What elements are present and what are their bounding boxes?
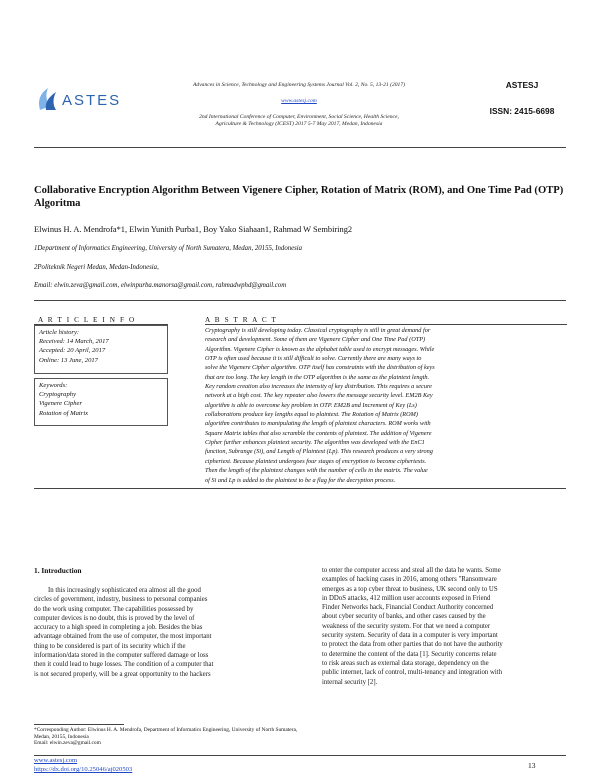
abstract-line: network at a high cost. The key repeater also lowers the message security level. EM2B Key bbox=[205, 392, 433, 400]
conference-line-1: 2nd International Conference of Computer, Environment, Social Science, Health Science, bbox=[199, 114, 399, 120]
footer-site-link[interactable]: www.astesj.com bbox=[34, 757, 78, 764]
corresponding-author: *Corresponding Author: Elwinus H. A. Mendrofa, Department of Informatics Engineering, University of North Sumatera, Medan, 20155, Indonesia bbox=[34, 727, 298, 740]
affiliation-2: 2Politeknik Negeri Medan, Medan-Indonesia, bbox=[34, 264, 159, 271]
article-history-box bbox=[34, 325, 168, 374]
doi-link[interactable]: https://dx.doi.org/10.25046/aj020503 bbox=[34, 766, 133, 773]
affiliation-1: 1Department of Informatics Engineering, University of North Sumatera, Medan, 20155, Indonesia bbox=[34, 245, 303, 252]
body-line: then it could lead to huge losses. The condition of a computer that bbox=[34, 661, 214, 669]
body-column-left bbox=[34, 586, 300, 679]
body-line: In this increasingly sophisticated era almost all the good bbox=[48, 587, 201, 594]
abstract-heading: A B S T R A C T bbox=[205, 316, 278, 324]
body-line: to protect the data from other parties that do not have the authority bbox=[322, 641, 503, 649]
abstract-line: Then the length of the plaintext changes with the number of cells in the matrix. The value bbox=[205, 467, 428, 475]
received-date: Received: 14 March, 2017 bbox=[39, 338, 109, 346]
author-emails: Email: elwin.zeva@gmail.com, elwinpurba.manorsa@gmail.com, rahmadwphd@gmail.com bbox=[34, 282, 287, 289]
keywords-box bbox=[34, 378, 168, 426]
body-line: public internet, lack of control, multi-tenancy and integration with bbox=[322, 669, 503, 677]
logo-text: ASTES bbox=[62, 92, 122, 109]
abstract-line: research and development. Some of them are Vigenere Cipher and One Time Pad (OTP) bbox=[205, 336, 426, 344]
header-divider bbox=[34, 147, 566, 148]
author-list: Elwinus H. A. Mendrofa*1, Elwin Yunith Purba1, Boy Yako Siahaan1, Rahmad W Sembiring2 bbox=[34, 225, 353, 234]
body-line: examples of hacking cases in 2016, among others "Ransomware bbox=[322, 576, 497, 584]
body-line: internal security [2]. bbox=[322, 678, 378, 686]
keyword-item: Cryptography bbox=[39, 391, 76, 399]
body-line: about cyber security of banks, and other cases caused by the bbox=[322, 613, 486, 621]
body-line: security system. Security of data in a computer is very important bbox=[322, 632, 498, 640]
abstract-heading-rule bbox=[205, 324, 567, 325]
abstract-line: solve the Vigenere Cipher algorithm. OTP itself has constraints with the distribution of keys bbox=[205, 364, 435, 372]
abstract-line: ciphertext. Because plaintext undergoes four stages of encryption to become ciphertexts. bbox=[205, 457, 427, 465]
abstract-line: algorithm contributes to manipulating the length of plaintext characters. ROM works with bbox=[205, 420, 431, 428]
abstract-line: Key random creation also increases the intensity of key distribution. This requires a secure bbox=[205, 383, 432, 391]
corresponding-author-note bbox=[34, 727, 300, 747]
abstract-line: collaborations produce key lengths equal to plaintext. The Rotation of Matrix (ROM) bbox=[205, 411, 418, 419]
abstract-line: Algorithm. Vigenere Cipher is known as the alphabet table used to encrypt messages. While bbox=[205, 345, 435, 353]
body-column-right bbox=[322, 566, 566, 687]
body-line: circles of government, industry, business to personal companies bbox=[34, 596, 208, 604]
abstract-line: Square Matrix tables that also scramble the contents of plaintext. The addition of Vigenere bbox=[205, 429, 432, 437]
body-line: emerges as a top cyber threat to business, UK second only to US bbox=[322, 585, 498, 593]
section-heading: 1. Introduction bbox=[34, 566, 82, 575]
body-line: weakness of the security system. For that we need a computer bbox=[322, 622, 491, 630]
abstract-line: of Si and Lp is added to the plaintext to be a flag for the decryption process. bbox=[205, 476, 396, 484]
abstract-line: algorithm is able to overcome key problem in OTP. EM2B and Increment of Key (Ls) bbox=[205, 401, 417, 409]
footnote-rule bbox=[34, 724, 124, 725]
page-number: 13 bbox=[528, 761, 536, 770]
body-line: do the work using computer. The capabilities possessed by bbox=[34, 605, 194, 613]
journal-url-link[interactable]: www.astesj.com bbox=[281, 98, 317, 104]
body-line: advantage obtained from the use of computer, the most important bbox=[34, 633, 212, 641]
journal-citation: Advances in Science, Technology and Engineering Systems Journal Vol. 2, No. 5, 13-21 (2017) bbox=[192, 82, 405, 88]
conference-info bbox=[138, 114, 460, 128]
abstract-body bbox=[205, 326, 567, 485]
accepted-date: Accepted: 20 April, 2017 bbox=[39, 347, 106, 355]
abstract-line: Cipher further enhances plaintext security. The algorithm was developed with the EnC1 bbox=[205, 439, 425, 447]
title-divider bbox=[34, 300, 566, 301]
online-date: Online: 13 June, 2017 bbox=[39, 356, 98, 364]
body-line: to enter the computer access and steal all the data he wants. Some bbox=[322, 567, 501, 574]
footer-divider bbox=[34, 755, 566, 756]
abstract-line: that are too long. The key length in the OTP algorithm is the same as the plaintext length. bbox=[205, 373, 430, 381]
body-line: accuracy to a high speed in completing a job. Besides the bias bbox=[34, 624, 203, 632]
corresponding-email: Email: elwin.zeva@gmail.com bbox=[34, 740, 101, 747]
body-line: Finder Networks hack, Financial Conduct Authority concerned bbox=[322, 604, 494, 612]
keyword-item: Vigenere Cipher bbox=[39, 400, 83, 408]
keywords-label: Keywords: bbox=[39, 382, 68, 389]
badge-issn: ISSN: 2415-6698 bbox=[489, 106, 555, 116]
keyword-item: Rotation of Matrix bbox=[39, 409, 89, 417]
body-line: information/data stored in the computer suffered damage or loss bbox=[34, 652, 209, 660]
abstract-divider bbox=[34, 488, 566, 489]
paper-title: Collaborative Encryption Algorithm Between Vigenere Cipher, Rotation of Matrix (ROM), and One Time Pad (OTP) Algoritma bbox=[34, 185, 564, 209]
abstract-line: function, Subrange (Si), and Length of Plaintext (Lp). This research produces a very strong bbox=[205, 448, 433, 456]
history-label: Article history: bbox=[39, 329, 80, 336]
body-line: is not secured properly, will be a great opportunity to the hackers bbox=[34, 670, 211, 678]
issn-badge bbox=[470, 80, 574, 132]
abstract-line: OTP is often used because it is still difficult to solve. Currently there are many ways to bbox=[205, 355, 422, 363]
body-line: to determine the content of the data [1]. Security concerns relate bbox=[322, 650, 497, 658]
badge-name: ASTESJ bbox=[505, 80, 539, 90]
conference-line-2: Agriculture & Technology (ICEST) 2017 5-7 May 2017, Medan, Indonesia bbox=[215, 121, 383, 128]
body-line: computer devices is no doubt, this is proved by the level of bbox=[34, 614, 195, 622]
abstract-line: Cryptography is still developing today. Classical cryptography is still in great demand for bbox=[205, 327, 431, 334]
body-line: in DDoS attacks, 412 million user accounts exposed in Friend bbox=[322, 594, 491, 602]
body-line: thing to be considered is part of its security which if the bbox=[34, 642, 186, 650]
article-info-heading: A R T I C L E I N F O bbox=[38, 316, 136, 324]
body-line: to risk areas such as external data storage, dependency on the bbox=[322, 659, 489, 667]
